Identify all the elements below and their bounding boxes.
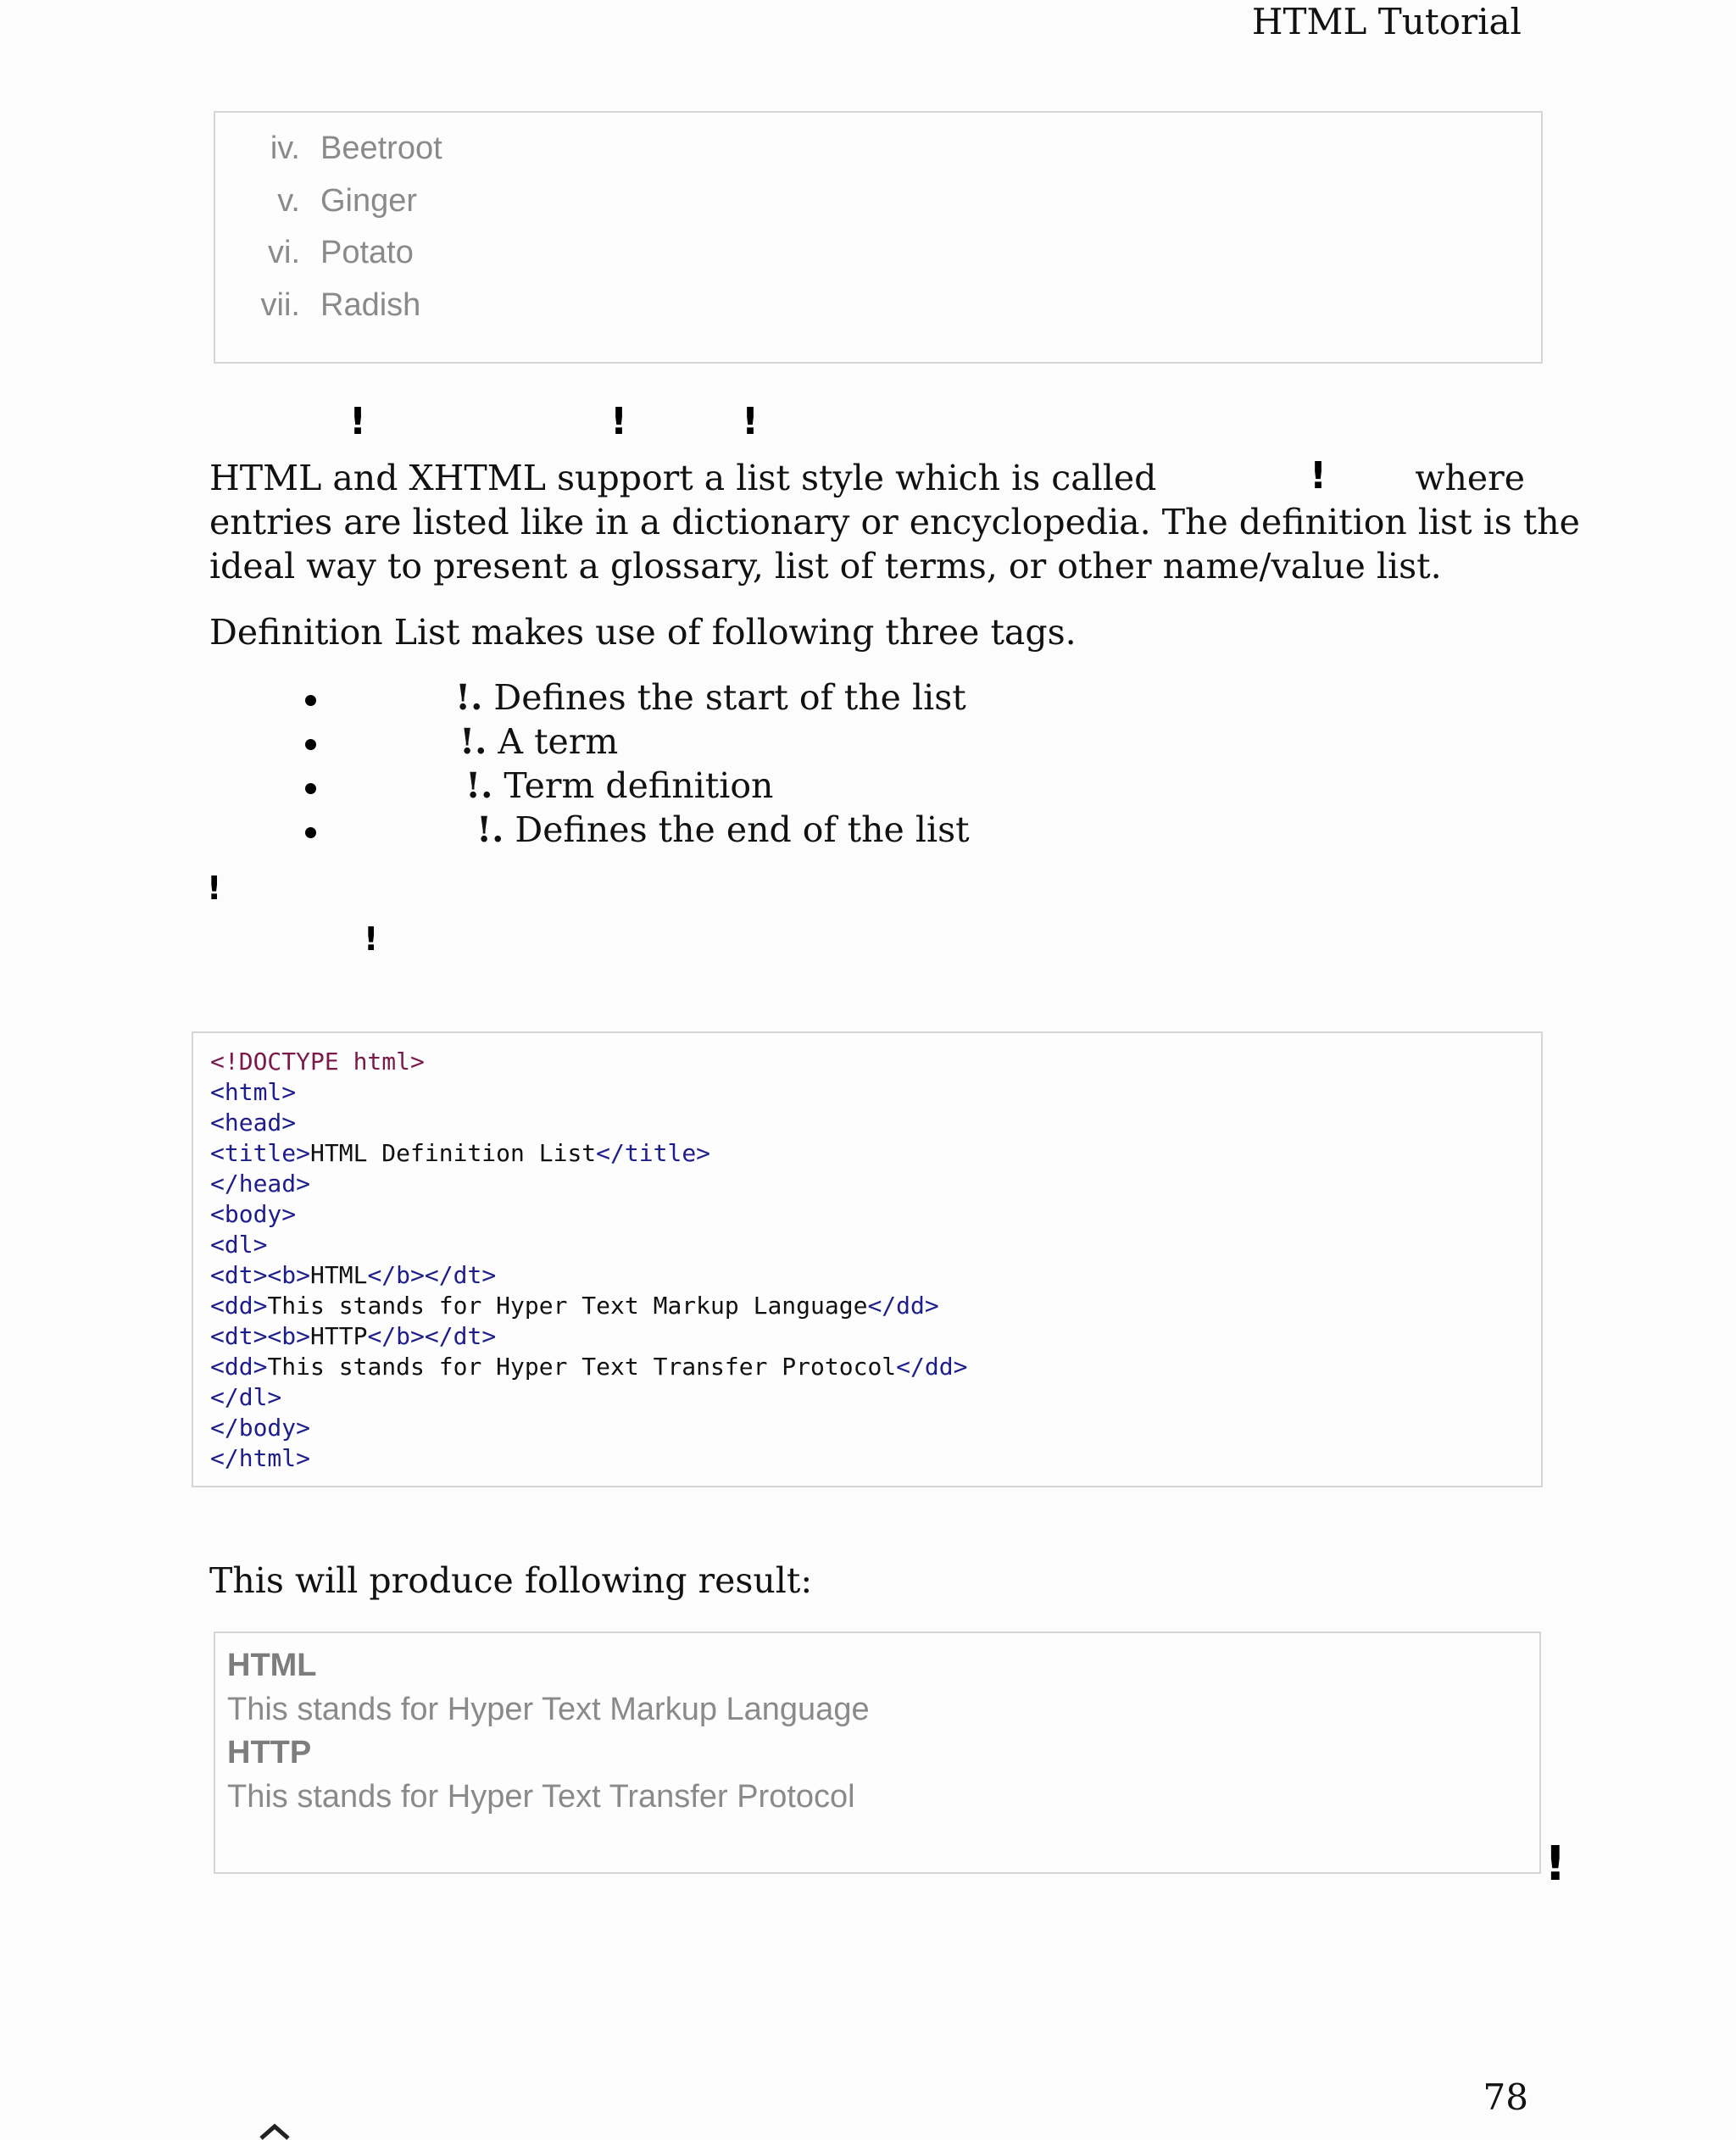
bullet-item	[305, 808, 970, 852]
bullet-item	[305, 720, 618, 764]
result-intro: This will produce following result:	[209, 1560, 813, 1601]
code-line: <html>	[210, 1078, 297, 1106]
bullet-marker: !.	[455, 677, 483, 718]
code-line: <body>	[210, 1200, 297, 1228]
bullet-text: A term	[498, 721, 619, 762]
intro-line-1-end: where	[1415, 458, 1525, 498]
page-number: 78	[1483, 2076, 1528, 2118]
list-item-text: Radish	[320, 287, 421, 323]
code-line: </dl>	[210, 1383, 282, 1411]
chevron-up-icon	[258, 2123, 292, 2140]
example-subheading-glyph: !	[364, 920, 379, 958]
bullet-marker: !.	[459, 721, 487, 762]
list-item-number: vi.	[268, 235, 300, 270]
bullet-icon	[305, 695, 316, 706]
code-line: </body>	[210, 1414, 311, 1442]
term-glyph: !	[1310, 454, 1327, 497]
code-line: <title>HTML Definition List</title>	[210, 1139, 711, 1167]
heading-glyph: !	[349, 400, 367, 443]
list-item	[215, 122, 1538, 175]
bullet-marker: !.	[465, 765, 493, 806]
list-output-box	[214, 111, 1543, 364]
trailing-glyph: !	[1544, 1837, 1566, 1892]
list-item-number: iv.	[270, 131, 300, 166]
result-output-box	[214, 1631, 1541, 1874]
code-line: <!DOCTYPE html>	[210, 1048, 425, 1076]
list-item	[215, 279, 1538, 331]
heading-glyph: !	[610, 400, 628, 443]
bullet-icon	[305, 827, 316, 838]
definition-description: This stands for Hyper Text Transfer Protocol	[227, 1779, 855, 1815]
example-heading-glyph: !	[207, 870, 222, 907]
list-item-text: Potato	[320, 235, 414, 270]
bullet-icon	[305, 739, 316, 750]
code-line: <dt><b>HTML</b></dt>	[210, 1261, 497, 1289]
code-line: <dd>This stands for Hyper Text Transfer Protocol</dd>	[210, 1353, 968, 1381]
intro-line-2: entries are listed like in a dictionary or encyclopedia. The definition list is the	[209, 502, 1580, 542]
bullet-icon	[305, 783, 316, 794]
code-line: <head>	[210, 1109, 297, 1137]
bullet-text: Term definition	[504, 765, 774, 806]
list-item-text: Beetroot	[320, 131, 442, 166]
list-item-text: Ginger	[320, 183, 418, 219]
list-item	[215, 175, 1538, 227]
definition-description: This stands for Hyper Text Markup Language	[227, 1692, 870, 1727]
list-item-number: vii.	[260, 287, 300, 323]
bullet-text: Defines the end of the list	[515, 809, 970, 850]
definition-term: HTTP	[227, 1735, 312, 1770]
intro-line-1: HTML and XHTML support a list style which is called	[209, 458, 1157, 498]
intro-line-3: ideal way to present a glossary, list of terms, or other name/value list.	[209, 546, 1442, 586]
intro-paragraph	[209, 454, 1580, 588]
list-item	[215, 226, 1538, 279]
code-line: <dt><b>HTTP</b></dt>	[210, 1322, 497, 1350]
bullet-marker: !.	[476, 809, 504, 850]
bullet-item	[305, 764, 773, 808]
code-line: </head>	[210, 1170, 311, 1198]
code-line: </html>	[210, 1444, 311, 1472]
code-line: <dd>This stands for Hyper Text Markup Language</dd>	[210, 1292, 939, 1320]
running-header: HTML Tutorial	[1251, 1, 1522, 42]
definition-term: HTML	[227, 1648, 317, 1683]
bullet-item	[305, 675, 966, 720]
tags-intro: Definition List makes use of following three tags.	[209, 612, 1077, 653]
bullet-text: Defines the start of the list	[493, 677, 966, 718]
list-item-number: v.	[277, 183, 300, 219]
code-block	[192, 1031, 1543, 1487]
code-line: <dl>	[210, 1231, 268, 1259]
heading-glyph: !	[742, 400, 760, 443]
